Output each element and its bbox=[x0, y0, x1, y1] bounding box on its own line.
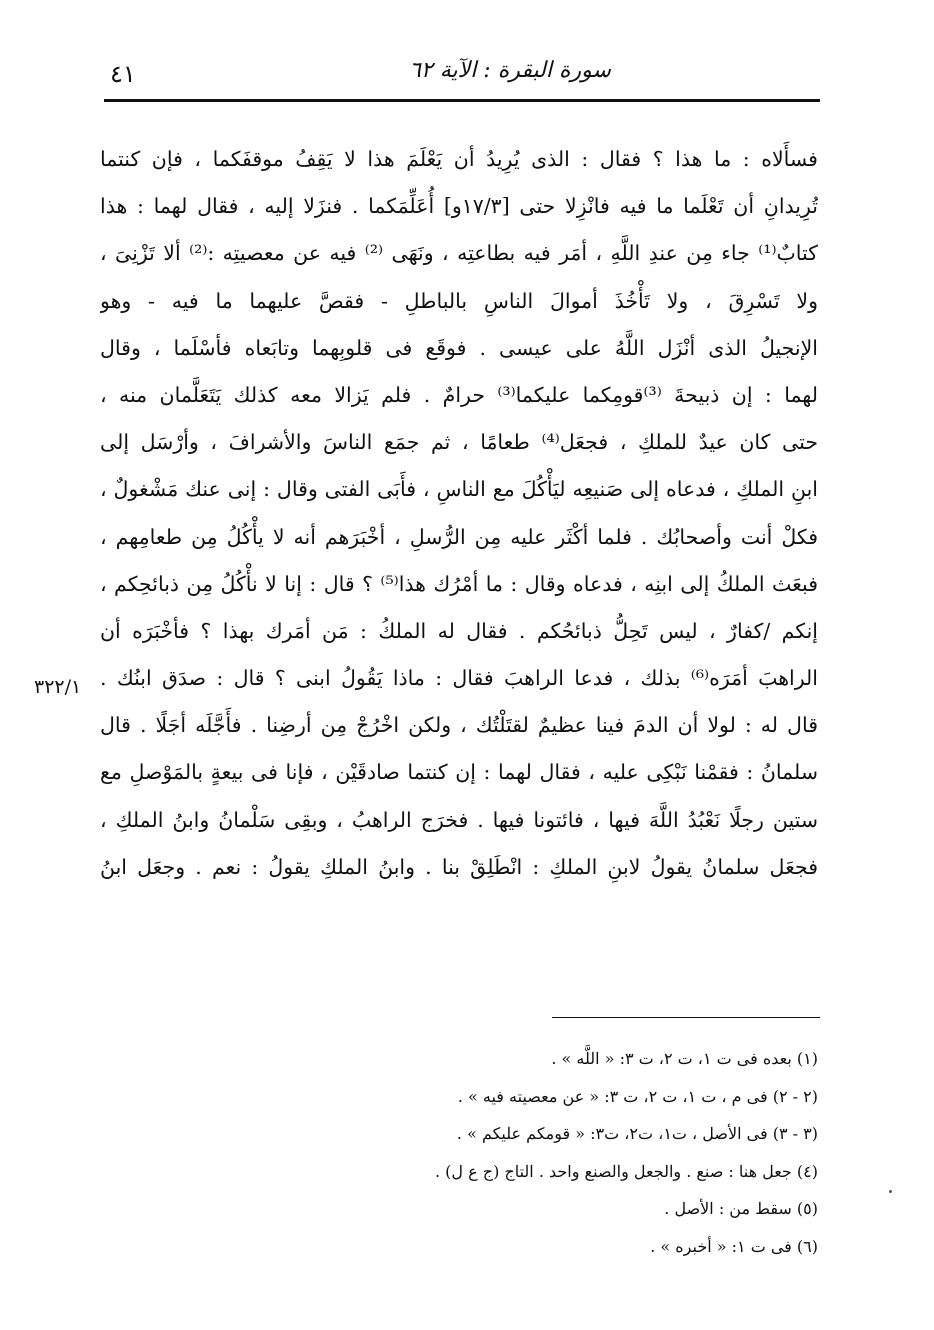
text-line: ابنِ الملكِ ، فدعاه إلى صَنيعِه ليَأْكُلَ مع الناسِ ، فأَبَى الفتى وقال : إنى عنك مَشْغولٌ ، bbox=[100, 477, 818, 502]
header-rule bbox=[104, 99, 820, 102]
text-line: قال له : لولا أن الدمَ فينا عظيمٌ لقتَلْتُك ، ولكن اخْرُجْ مِن أرضِنا . فأَجَّلَه أجَلًا . قال bbox=[100, 713, 818, 738]
text-line: ولا تَسْرِقَ ، ولا تَأْخُذَ أموالَ الناسِ بالباطلِ - فقصَّ عليهما ما فيه - وهو bbox=[100, 288, 818, 313]
footnote: (٦) فى ت ١: « أخبره » . bbox=[650, 1236, 818, 1256]
footnote-rule bbox=[552, 1017, 820, 1018]
text-line: تُرِيدانِ أن تَعْلَما ما فيه فانْزِلا حتى [١٧/٣و] أُعَلِّمَكما . فنزَلا إليه ، فقال لهما : هذا bbox=[100, 194, 818, 219]
footnote: (٣ - ٣) فى الأصل ، ت١، ت٢، ت٣: « قومكم عليكم » . bbox=[456, 1124, 818, 1143]
footnote: (٤) جعل هنا : صنع . والجعل والصنع واحد . التاج (ج ع ل) . bbox=[434, 1161, 818, 1181]
text-line: فجعَل سلمانُ يقولُ لابنِ الملكِ : انْطَلِقْ بنا . وابنُ الملكِ يقولُ : نعم . وجعَل ابنُ bbox=[100, 854, 818, 879]
footnote: (٥) سقط من : الأصل . bbox=[664, 1199, 818, 1218]
text-line: فكلْ أنت وأصحابُك . فلما أكْثَر عليه مِن الرُّسلِ ، أخْبَرَهم أنه لا يأْكُلُ مِن طعامِهم ، bbox=[100, 524, 818, 549]
footnote: (١) بعده فى ت ١، ت ٢، ت ٣: « اللَّه » . bbox=[551, 1049, 818, 1068]
text-line: الإنجيلُ الذى أنْزَل اللَّهُ على عيسى . فوقَع فى قلوبِهما وتابَعاه فأسْلَما ، وقال bbox=[100, 335, 818, 360]
text-line: لهما : إن ذبيحةَ ⁽³⁾قومِكما عليكما⁽³⁾ حرامٌ . فلم يَزالا معه كذلك يَتَعَلَّمان منه ، bbox=[100, 382, 818, 407]
text-line: كتابٌ⁽¹⁾ جاء مِن عندِ اللَّهِ ، أمَر فيه بطاعتِه ، ونَهَى ⁽²⁾ فيه عن معصيتِه :⁽²⁾ ألا تَزْنِىَ ، bbox=[100, 241, 818, 266]
page-header bbox=[104, 56, 820, 96]
text-line: ستين رجلًا نَعْبُدُ اللَّهَ فيها ، فائتونا فيها . فخرَج الراهبُ ، وبقِى سَلْمانُ وابنُ الملكِ ، bbox=[100, 807, 818, 832]
main-text bbox=[100, 136, 818, 891]
footnote: (٢ - ٢) فى م ، ت ١، ت ٢، ت ٣: « عن معصيته فيه » . bbox=[457, 1086, 818, 1106]
footnotes bbox=[200, 1040, 818, 1265]
scan-speck bbox=[889, 1190, 892, 1193]
margin-reference: ٣٢٢/١ bbox=[34, 676, 82, 698]
text-line: سلمانُ : فقمْنا نَبْكِى عليه ، فقال لهما : إن كنتما صادقَيْن ، فإنا فى بيعةٍ بالمَوْصلِ مع bbox=[100, 760, 818, 785]
page-number: ٤١ bbox=[110, 60, 136, 88]
text-line: حتى كان عيدٌ للملكِ ، فجعَل⁽⁴⁾ طعامًا ، ثم جمَع الناسَ والأشرافَ ، وأرْسَل إلى bbox=[100, 430, 818, 455]
text-line: الراهبَ أمَرَه⁽⁶⁾ بذلك ، فدعا الراهبَ فقال : ماذا يَقُولُ ابنى ؟ قال : صدَق ابنُك . bbox=[100, 666, 818, 691]
text-line: فبعَث الملكُ إلى ابنِه ، فدعاه وقال : ما أمْرُك هذا⁽⁵⁾ ؟ قال : إنا لا نأْكُلُ مِن ذبائحِكم ، bbox=[100, 571, 818, 596]
running-head: سورة البقرة : الآية ٦٢ bbox=[409, 58, 611, 83]
text-line: فسأَلاه : ما هذا ؟ فقال : الذى يُرِيدُ أن يَعْلَمَ هذا لا يَقِفُ موقفَكما ، فإن كنتما bbox=[100, 147, 818, 171]
text-line: إنكم /كفارٌ ، ليس تَحِلُّ ذبائحُكم . فقال له الملكُ : مَن أمَرك بهذا ؟ فأخْبَرَه أن bbox=[100, 618, 818, 643]
